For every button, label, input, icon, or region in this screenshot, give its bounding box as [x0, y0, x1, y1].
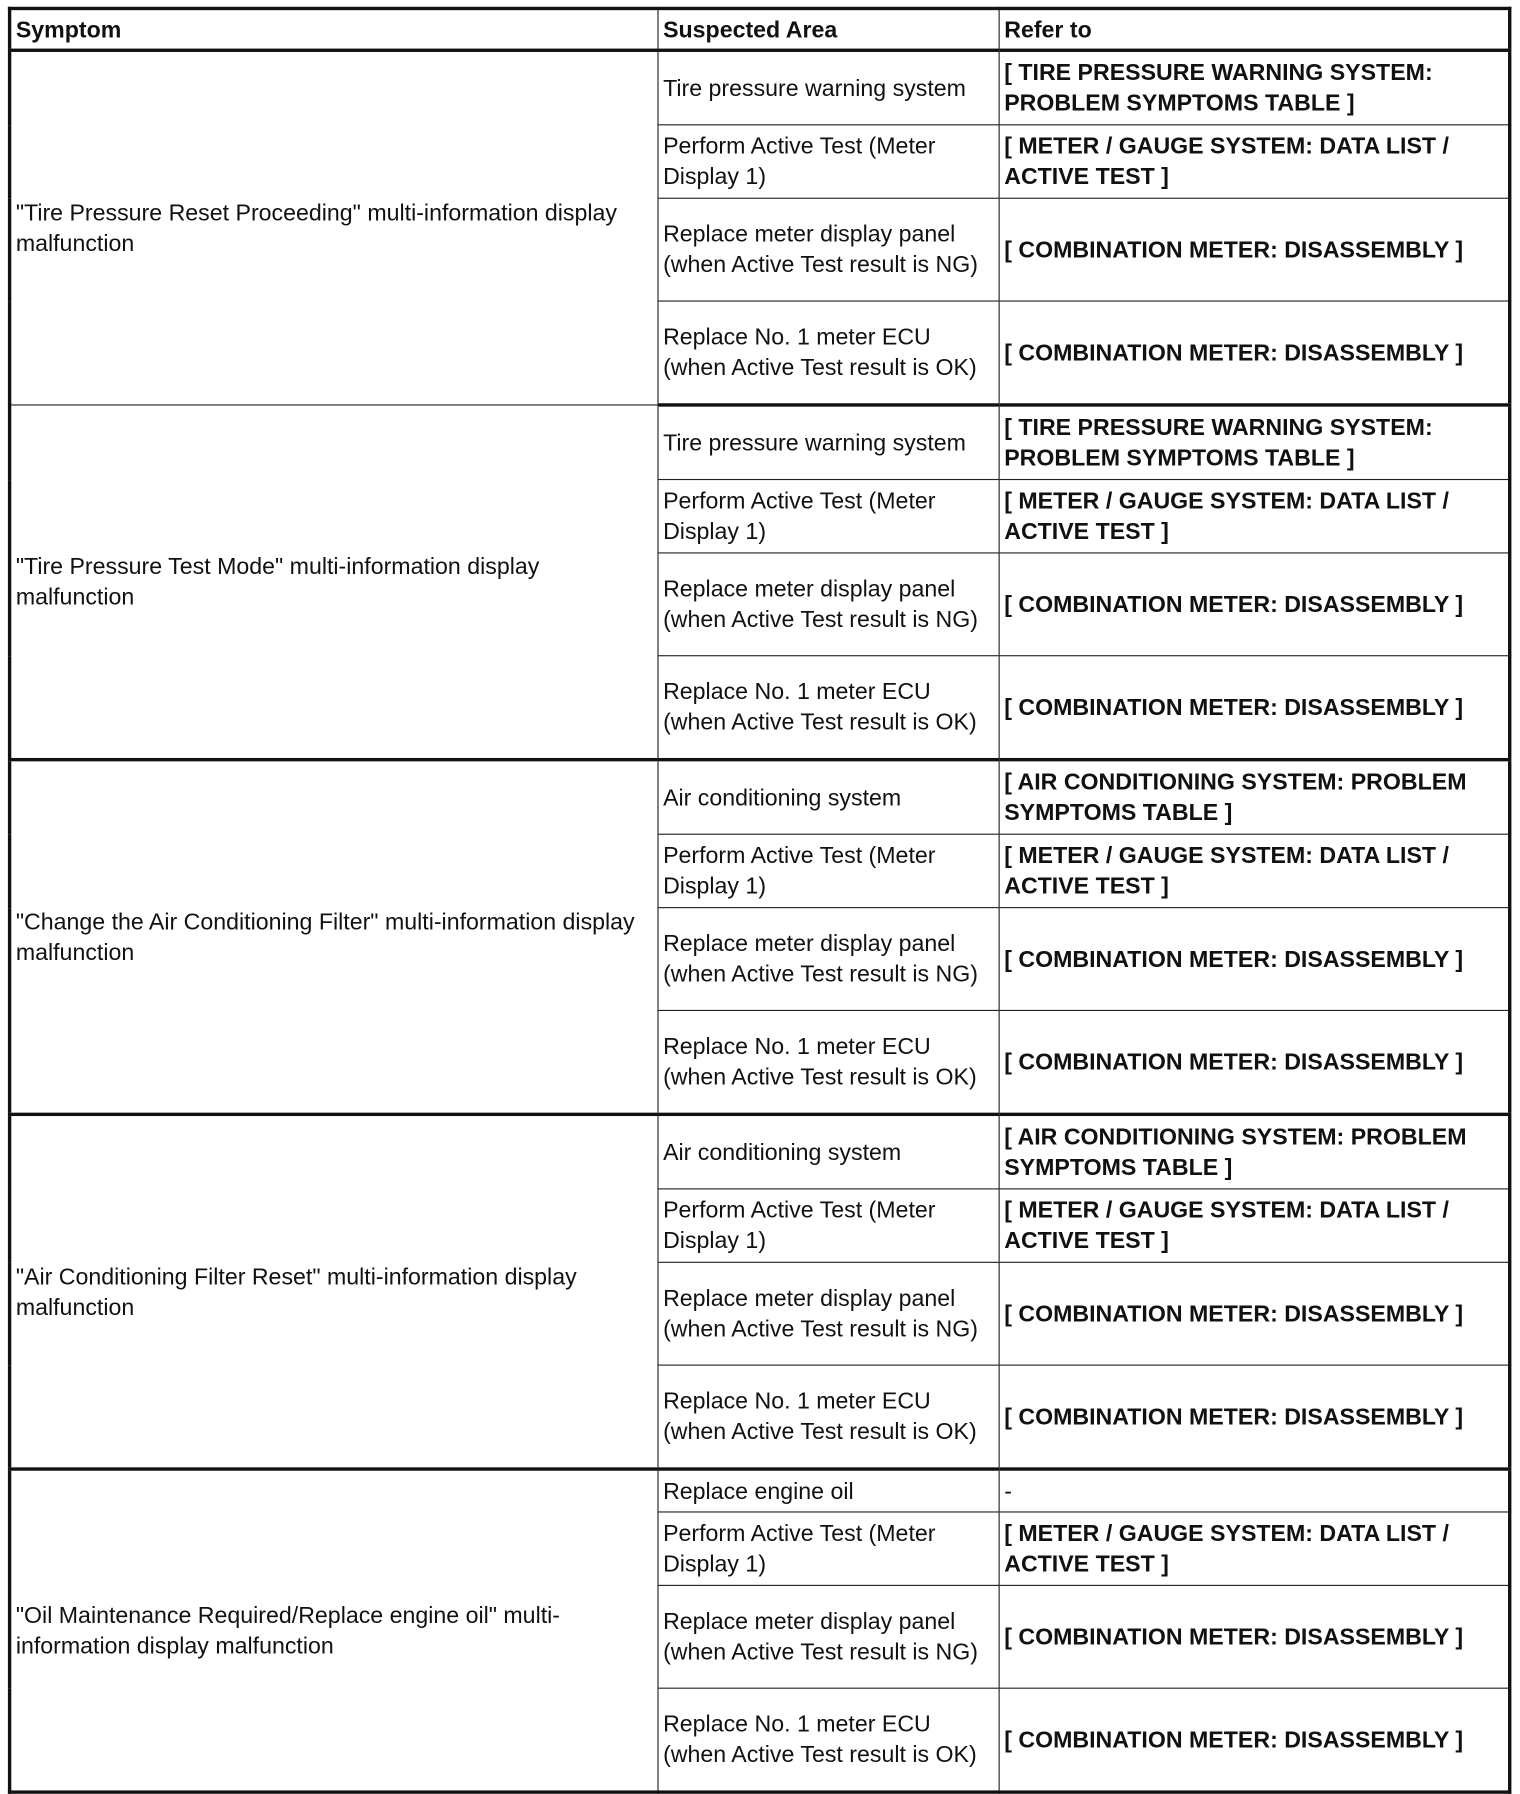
refer-to-link[interactable]: [ COMBINATION METER: DISASSEMBLY ]	[999, 1010, 1510, 1114]
suspected-area-cell: Replace meter display panel (when Active Test result is NG)	[658, 198, 999, 301]
refer-to-link[interactable]: [ COMBINATION METER: DISASSEMBLY ]	[999, 908, 1510, 1011]
table-row	[10, 50, 1510, 125]
suspected-area-cell: Replace No. 1 meter ECU (when Active Test result is OK)	[658, 1688, 999, 1792]
refer-to-link[interactable]: [ TIRE PRESSURE WARNING SYSTEM: PROBLEM SYMPTOMS TABLE ]	[999, 405, 1510, 480]
suspected-area-cell: Replace meter display panel (when Active Test result is NG)	[658, 1585, 999, 1688]
symptom-cell: "Tire Pressure Test Mode" multi-information display malfunction	[10, 405, 658, 760]
symptom-cell: "Tire Pressure Reset Proceeding" multi-information display malfunction	[10, 50, 658, 405]
suspected-area-cell: Air conditioning system	[658, 1114, 999, 1189]
suspected-area-cell: Replace No. 1 meter ECU (when Active Test result is OK)	[658, 301, 999, 405]
suspected-area-cell: Replace meter display panel (when Active Test result is NG)	[658, 1262, 999, 1365]
suspected-area-cell: Replace engine oil	[658, 1469, 999, 1512]
symptom-column-header: Symptom	[10, 8, 658, 50]
symptom-cell: "Air Conditioning Filter Reset" multi-information display malfunction	[10, 1114, 658, 1469]
table-header-row	[10, 8, 1510, 50]
suspected-area-cell: Tire pressure warning system	[658, 405, 999, 480]
refer-to-link[interactable]: [ COMBINATION METER: DISASSEMBLY ]	[999, 1365, 1510, 1469]
refer-to-cell: -	[999, 1469, 1510, 1512]
table-row	[10, 1114, 1510, 1189]
suspected-area-cell: Replace No. 1 meter ECU (when Active Test result is OK)	[658, 1010, 999, 1114]
symptom-cell: "Change the Air Conditioning Filter" multi-information display malfunction	[10, 760, 658, 1115]
refer-to-link[interactable]: [ COMBINATION METER: DISASSEMBLY ]	[999, 553, 1510, 656]
problem-symptoms-table	[8, 7, 1511, 1794]
suspected-area-cell: Perform Active Test (Meter Display 1)	[658, 480, 999, 553]
suspected-area-cell: Perform Active Test (Meter Display 1)	[658, 125, 999, 198]
refer-to-link[interactable]: [ COMBINATION METER: DISASSEMBLY ]	[999, 301, 1510, 405]
refer-to-link[interactable]: [ METER / GAUGE SYSTEM: DATA LIST / ACTIVE TEST ]	[999, 1512, 1510, 1585]
suspected-area-cell: Replace No. 1 meter ECU (when Active Test result is OK)	[658, 1365, 999, 1469]
suspected-area-cell: Replace meter display panel (when Active Test result is NG)	[658, 908, 999, 1011]
suspected-area-cell: Replace meter display panel (when Active Test result is NG)	[658, 553, 999, 656]
table-row	[10, 760, 1510, 835]
refer-to-link[interactable]: [ AIR CONDITIONING SYSTEM: PROBLEM SYMPTOMS TABLE ]	[999, 1114, 1510, 1189]
refer-to-link[interactable]: [ COMBINATION METER: DISASSEMBLY ]	[999, 656, 1510, 760]
refer-to-link[interactable]: [ COMBINATION METER: DISASSEMBLY ]	[999, 1262, 1510, 1365]
refer-to-link[interactable]: [ COMBINATION METER: DISASSEMBLY ]	[999, 198, 1510, 301]
refer-to-link[interactable]: [ METER / GAUGE SYSTEM: DATA LIST / ACTIVE TEST ]	[999, 1189, 1510, 1262]
suspected-area-cell: Air conditioning system	[658, 760, 999, 835]
table-row	[10, 1469, 1510, 1512]
refer-to-link[interactable]: [ METER / GAUGE SYSTEM: DATA LIST / ACTIVE TEST ]	[999, 125, 1510, 198]
suspected-area-column-header: Suspected Area	[658, 8, 999, 50]
refer-to-link[interactable]: [ AIR CONDITIONING SYSTEM: PROBLEM SYMPTOMS TABLE ]	[999, 760, 1510, 835]
suspected-area-cell: Perform Active Test (Meter Display 1)	[658, 834, 999, 907]
refer-to-link[interactable]: [ TIRE PRESSURE WARNING SYSTEM: PROBLEM SYMPTOMS TABLE ]	[999, 50, 1510, 125]
refer-to-link[interactable]: [ METER / GAUGE SYSTEM: DATA LIST / ACTIVE TEST ]	[999, 834, 1510, 907]
refer-to-column-header: Refer to	[999, 8, 1510, 50]
refer-to-link[interactable]: [ COMBINATION METER: DISASSEMBLY ]	[999, 1688, 1510, 1792]
suspected-area-cell: Perform Active Test (Meter Display 1)	[658, 1512, 999, 1585]
refer-to-link[interactable]: [ METER / GAUGE SYSTEM: DATA LIST / ACTIVE TEST ]	[999, 480, 1510, 553]
refer-to-link[interactable]: [ COMBINATION METER: DISASSEMBLY ]	[999, 1585, 1510, 1688]
suspected-area-cell: Replace No. 1 meter ECU (when Active Test result is OK)	[658, 656, 999, 760]
suspected-area-cell: Perform Active Test (Meter Display 1)	[658, 1189, 999, 1262]
symptom-cell: "Oil Maintenance Required/Replace engine oil" multi-information display malfunction	[10, 1469, 658, 1792]
suspected-area-cell: Tire pressure warning system	[658, 50, 999, 125]
table-row	[10, 405, 1510, 480]
